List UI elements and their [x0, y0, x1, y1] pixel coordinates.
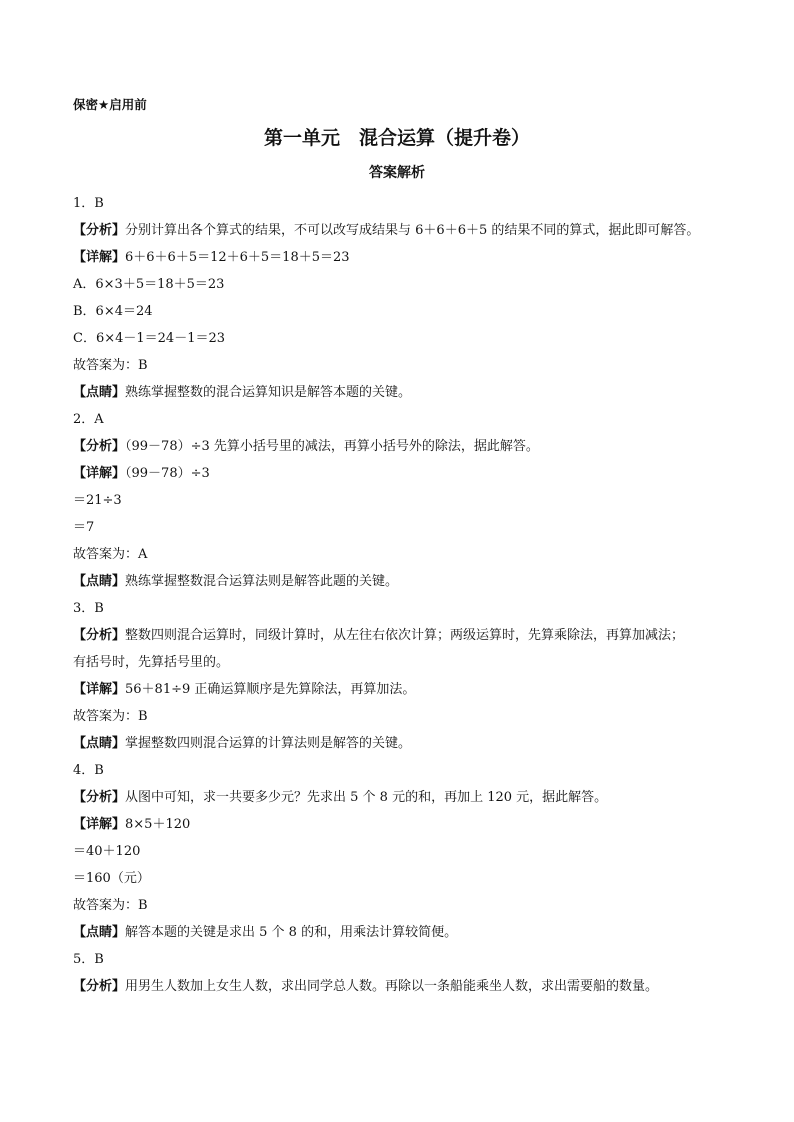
- section-tag: 【分析】: [73, 628, 126, 643]
- line-text: 6＋6＋6＋5＝12＋6＋5＝18＋5＝23: [125, 250, 350, 265]
- line-text: 整数四则混合运算时，同级计算时，从左往右依次计算；两级运算时，先算乘除法，再算加减法；: [125, 628, 685, 643]
- line-text: 4．B: [73, 763, 104, 778]
- line-text: （99－78）÷3 先算小括号里的减法，再算小括号外的除法，据此解答。: [125, 439, 539, 454]
- line-text: B．6×4＝24: [73, 304, 153, 319]
- answer-line: [73, 865, 733, 892]
- answer-line: [73, 892, 733, 919]
- answer-line: [73, 838, 733, 865]
- answer-line: [73, 811, 733, 838]
- answer-line: [73, 298, 733, 325]
- answer-line: [73, 217, 733, 244]
- line-text: 56＋81÷9 正确运算顺序是先算除法，再算加法。: [125, 682, 416, 697]
- answer-line: [73, 919, 733, 946]
- answer-line: [73, 487, 733, 514]
- line-text: 分别计算出各个算式的结果，不可以改写成结果与 6＋6＋6＋5 的结果不同的算式，据此即可解答。: [125, 223, 700, 238]
- section-tag: 【分析】: [73, 223, 126, 238]
- answer-line: [73, 514, 733, 541]
- section-tag: 【点睛】: [73, 925, 126, 940]
- section-tag: 【详解】: [73, 250, 126, 265]
- line-text: 从图中可知，求一共要多少元？先求出 5 个 8 元的和，再加上 120 元，据此解答。: [125, 790, 608, 805]
- answer-line: [73, 946, 733, 973]
- line-text: 1．B: [73, 196, 104, 211]
- answer-line: [73, 730, 733, 757]
- line-text: ＝21÷3: [73, 493, 122, 508]
- answer-line: [73, 757, 733, 784]
- answer-line: [73, 190, 733, 217]
- line-text: 2．A: [73, 412, 104, 427]
- answer-body: [73, 190, 733, 1000]
- section-tag: 【点睛】: [73, 574, 126, 589]
- line-text: 解答本题的关键是求出 5 个 8 的和，用乘法计算较简便。: [125, 925, 458, 940]
- answer-line: [73, 703, 733, 730]
- answer-line: [73, 595, 733, 622]
- line-text: 故答案为：B: [73, 898, 148, 913]
- section-tag: 【分析】: [73, 439, 126, 454]
- line-text: 熟练掌握整数的混合运算知识是解答本题的关键。: [125, 385, 412, 400]
- line-text: 熟练掌握整数混合运算法则是解答此题的关键。: [125, 574, 399, 589]
- answer-line: [73, 379, 733, 406]
- answer-line: [73, 271, 733, 298]
- line-text: （99－78）÷3: [125, 466, 210, 481]
- section-tag: 【详解】: [73, 682, 126, 697]
- line-text: 8×5＋120: [125, 817, 191, 832]
- line-text: 故答案为：B: [73, 709, 148, 724]
- line-text: 5．B: [73, 952, 104, 967]
- page-subtitle: 答案解析: [369, 165, 425, 181]
- line-text: ＝7: [73, 520, 95, 535]
- answer-line: [73, 460, 733, 487]
- answer-line: [73, 433, 733, 460]
- section-tag: 【详解】: [73, 817, 126, 832]
- answer-line: [73, 973, 733, 1000]
- line-text: ＝160（元）: [73, 871, 150, 886]
- line-text: 掌握整数四则混合运算的计算法则是解答的关键。: [125, 736, 412, 751]
- section-tag: 【详解】: [73, 466, 126, 481]
- section-tag: 【点睛】: [73, 736, 126, 751]
- line-text: 用男生人数加上女生人数，求出同学总人数。再除以一条船能乘坐人数，求出需要船的数量。: [125, 979, 659, 994]
- section-tag: 【点睛】: [73, 385, 126, 400]
- page-title: 第一单元 混合运算（提升卷）: [263, 127, 530, 149]
- line-text: A．6×3＋5＝18＋5＝23: [73, 277, 225, 292]
- line-text: 有括号时，先算括号里的。: [73, 655, 230, 670]
- answer-line: [73, 352, 733, 379]
- answer-line: [73, 649, 733, 676]
- answer-line: [73, 676, 733, 703]
- answer-line: [73, 406, 733, 433]
- answer-line: [73, 568, 733, 595]
- section-tag: 【分析】: [73, 979, 126, 994]
- line-text: 故答案为：B: [73, 358, 148, 373]
- line-text: 故答案为：A: [73, 547, 148, 562]
- line-text: ＝40＋120: [73, 844, 141, 859]
- line-text: 3．B: [73, 601, 104, 616]
- confidential-label: 保密★启用前: [73, 97, 147, 112]
- answer-line: [73, 622, 733, 649]
- answer-line: [73, 541, 733, 568]
- answer-line: [73, 244, 733, 271]
- section-tag: 【分析】: [73, 790, 126, 805]
- answer-line: [73, 325, 733, 352]
- answer-line: [73, 784, 733, 811]
- line-text: C．6×4－1＝24－1＝23: [73, 331, 226, 346]
